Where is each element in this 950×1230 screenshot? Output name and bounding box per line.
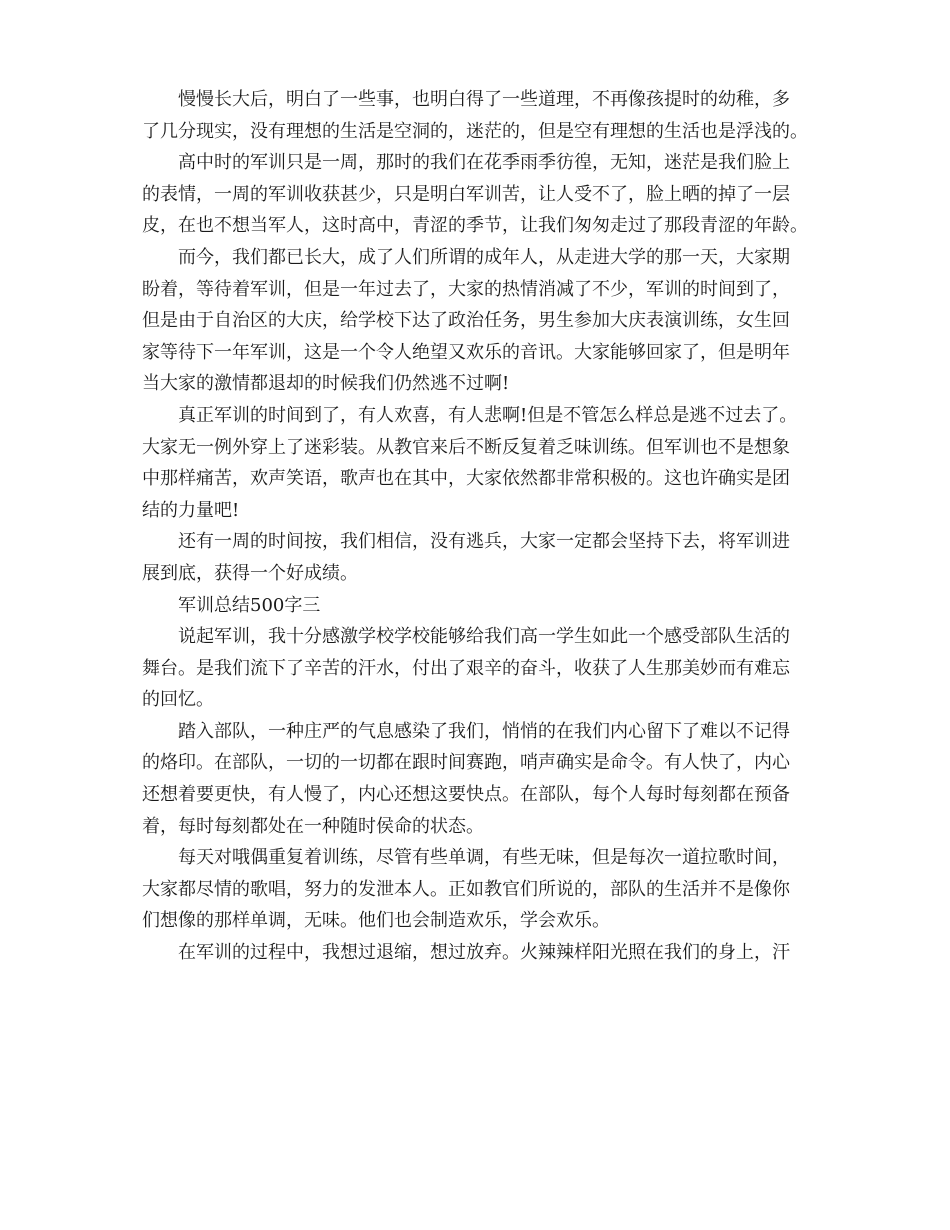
text-line: 踏入部队，一种庄严的气息感染了我们，悄悄的在我们内心留下了难以不记得 — [178, 720, 790, 742]
text-line: 盼着，等待着军训，但是一年过去了，大家的热情消减了不少，军训的时间到了， — [142, 278, 790, 300]
text-line: 慢慢长大后，明白了一些事，也明白得了一些道理，不再像孩提时的幼稚，多 — [178, 89, 790, 110]
text-line: 说起军训，我十分感激学校学校能够给我们高一学生如此一个感受部队生活的 — [178, 626, 790, 648]
text-line: 着，每时每刻都处在一种随时侯命的状态。 — [142, 815, 484, 837]
text-line: 而今，我们都已长大，成了人们所谓的成年人，从走进大学的那一天，大家期 — [178, 246, 790, 268]
text-line: 在军训的过程中，我想过退缩，想过放弃。火辣辣样阳光照在我们的身上，汗 — [178, 942, 790, 964]
text-line: 们想像的那样单调，无味。他们也会制造欢乐，学会欢乐。 — [142, 910, 610, 932]
text-line: 真正军训的时间到了，有人欢喜，有人悲啊!但是不管怎么样总是逃不过去了。 — [178, 404, 798, 426]
text-line: 但是由于自治区的大庆，给学校下达了政治任务，男生参加大庆表演训练，女生回 — [142, 310, 790, 332]
document-body — [142, 84, 822, 969]
text-line: 当大家的激情都退却的时候我们仍然逃不过啊! — [142, 373, 510, 395]
text-line: 舞台。是我们流下了辛苦的汗水，付出了艰辛的奋斗，收获了人生那美妙而有难忘 — [142, 657, 790, 679]
text-line: 军训总结500字三 — [178, 594, 321, 616]
text-line: 还有一周的时间按，我们相信，没有逃兵，大家一定都会坚持下去，将军训进 — [178, 531, 790, 553]
text-line: 大家无一例外穿上了迷彩装。从教官来后不断反复着乏味训练。但军训也不是想象 — [142, 436, 790, 458]
text-line: 的烙印。在部队，一切的一切都在跟时间赛跑，哨声确实是命令。有人快了，内心 — [142, 752, 790, 774]
text-line: 大家都尽情的歌唱，努力的发泄本人。正如教官们所说的，部队的生活并不是像你 — [142, 878, 790, 900]
text-line: 中那样痛苦，欢声笑语，歌声也在其中，大家依然都非常积极的。这也许确实是团 — [142, 468, 790, 490]
text-line: 展到底，获得一个好成绩。 — [142, 562, 358, 584]
text-line: 的表情，一周的军训收获甚少，只是明白军训苦，让人受不了，脸上晒的掉了一层 — [142, 183, 790, 205]
text-line: 了几分现实，没有理想的生活是空洞的，迷茫的，但是空有理想的生活也是浮浅的。 — [142, 120, 808, 142]
text-line: 每天对哦偶重复着训练，尽管有些单调，有些无味，但是每次一道拉歌时间， — [178, 847, 790, 869]
text-line: 结的力量吧! — [142, 499, 240, 521]
text-line: 家等待下一年军训，这是一个令人绝望又欢乐的音讯。大家能够回家了，但是明年 — [142, 341, 790, 363]
text-line: 还想着要更快，有人慢了，内心还想这要快点。在部队，每个人每时每刻都在预备 — [142, 784, 790, 806]
text-line: 皮，在也不想当军人，这时高中，青涩的季节，让我们匆匆走过了那段青涩的年龄。 — [142, 215, 808, 237]
text-line: 的回忆。 — [142, 689, 214, 711]
text-line: 高中时的军训只是一周，那时的我们在花季雨季彷徨，无知，迷茫是我们脸上 — [178, 152, 790, 174]
